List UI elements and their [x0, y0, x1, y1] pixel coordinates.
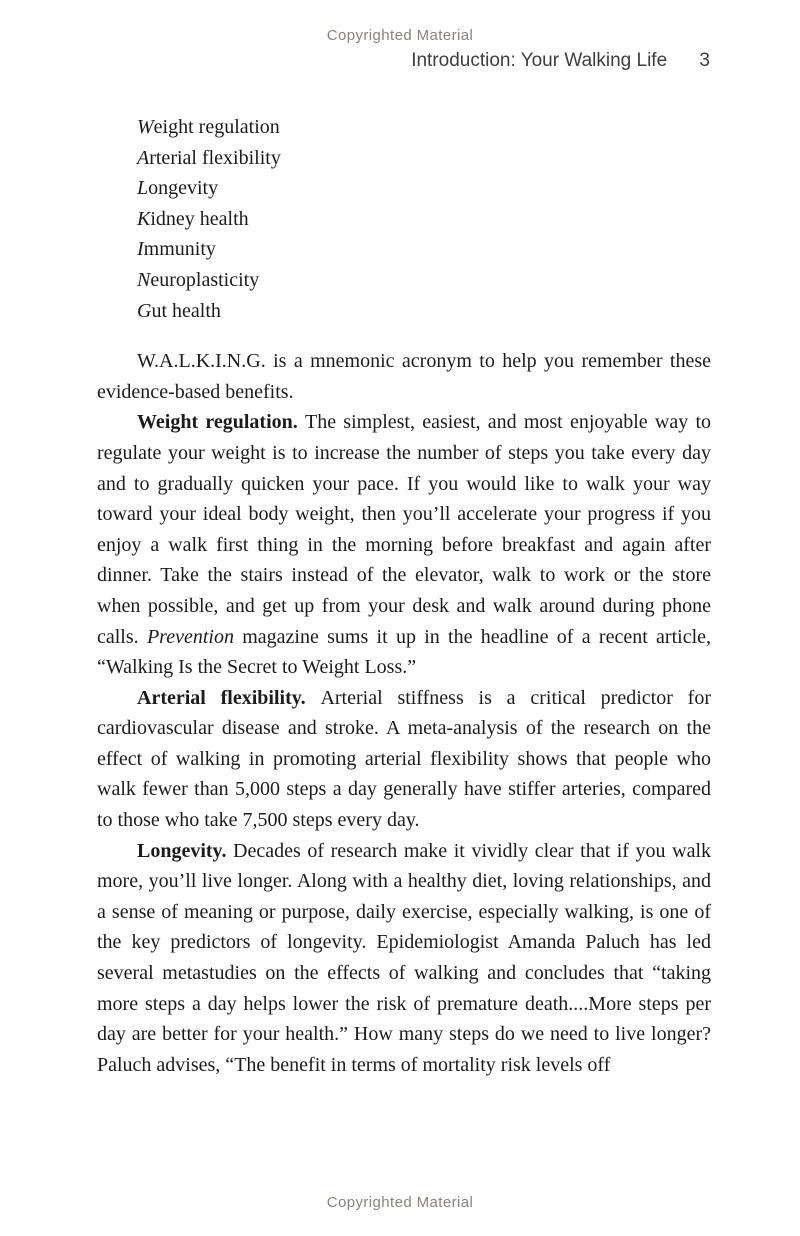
acronym-item — [137, 234, 711, 265]
text-run: Decades of research make it vividly clear that if you walk more, you’ll live longer. Along with a healthy diet, loving relationships, and a sense of meaning or purpose, daily exercise, especially walking, is one of the key predictors of longevity. Epidemiologist Amanda Paluch has led several metastudies on the effects of walking and concludes that “taking more steps a day helps lower the risk of premature death....More steps per day are better for your health.” How many steps do we need to live longer? Paluch advises, “The benefit in terms of mortality risk levels off — [97, 839, 712, 1076]
acronym-initial: K — [137, 207, 151, 230]
paragraph — [97, 346, 711, 407]
paragraphs — [97, 346, 711, 1080]
acronym-rest: ongevity — [148, 177, 219, 200]
text-run: Arterial flexibility. — [137, 686, 321, 709]
page-header — [411, 50, 710, 72]
text-run: Longevity. — [137, 839, 234, 862]
running-head: Introduction: Your Walking Life — [411, 50, 668, 71]
acronym-item — [137, 143, 711, 174]
paragraph — [97, 407, 711, 682]
acronym-item — [137, 204, 711, 235]
text-run: Prevention — [146, 625, 234, 648]
acronym-list — [97, 112, 711, 326]
acronym-item — [137, 265, 711, 296]
acronym-rest: mmunity — [143, 238, 216, 261]
text-run: magazine sums it up in the headline of a recent article, “Walking Is the Secret to Weight Loss.” — [97, 625, 711, 679]
copyright-notice-bottom: Copyrighted Material — [326, 1194, 474, 1211]
acronym-rest: europlasticity — [150, 268, 260, 291]
text-run: Arterial stiffness is a critical predictor for cardiovascular disease and stroke. A meta-analysis of the research on the effect of walking in promoting arterial flexibility shows that people who walk fewer than 5,000 steps a day generally have stiffer arteries, compared to those who take 7,500 steps every day. — [97, 686, 711, 832]
acronym-item — [137, 296, 711, 327]
acronym-item — [137, 173, 711, 204]
acronym-initial: L — [137, 177, 149, 200]
acronym-initial: G — [137, 299, 152, 322]
acronym-rest: ut health — [151, 299, 221, 322]
acronym-rest: eight regulation — [153, 116, 280, 138]
paragraph — [97, 683, 711, 836]
acronym-rest: rterial flexibility — [149, 146, 281, 169]
paragraph — [97, 836, 711, 1081]
text-run: The simplest, easiest, and most enjoyable way to regulate your weight is to increase the number of steps you take every day and to gradually quicken your pace. If you would like to walk your way toward your ideal body weight, then you’ll accelerate your progress if you enjoy a walk first thing in the morning before breakfast and again after dinner. Take the stairs instead of the elevator, walk to work or the store when possible, and get up from your desk and walk around during phone calls. — [97, 411, 712, 648]
acronym-initial: W — [137, 116, 154, 138]
text-run: Weight regulation. — [137, 411, 305, 434]
acronym-initial: I — [137, 238, 144, 261]
page-content — [97, 112, 711, 1080]
acronym-item — [137, 112, 711, 143]
acronym-rest: idney health — [150, 207, 249, 230]
copyright-notice-top: Copyrighted Material — [326, 27, 474, 44]
page-number: 3 — [699, 50, 710, 71]
acronym-initial: A — [137, 146, 150, 169]
text-run: W.A.L.K.I.N.G. is a mnemonic acronym to help you remember these evidence-based benefits. — [97, 350, 711, 403]
acronym-initial: N — [137, 268, 151, 291]
